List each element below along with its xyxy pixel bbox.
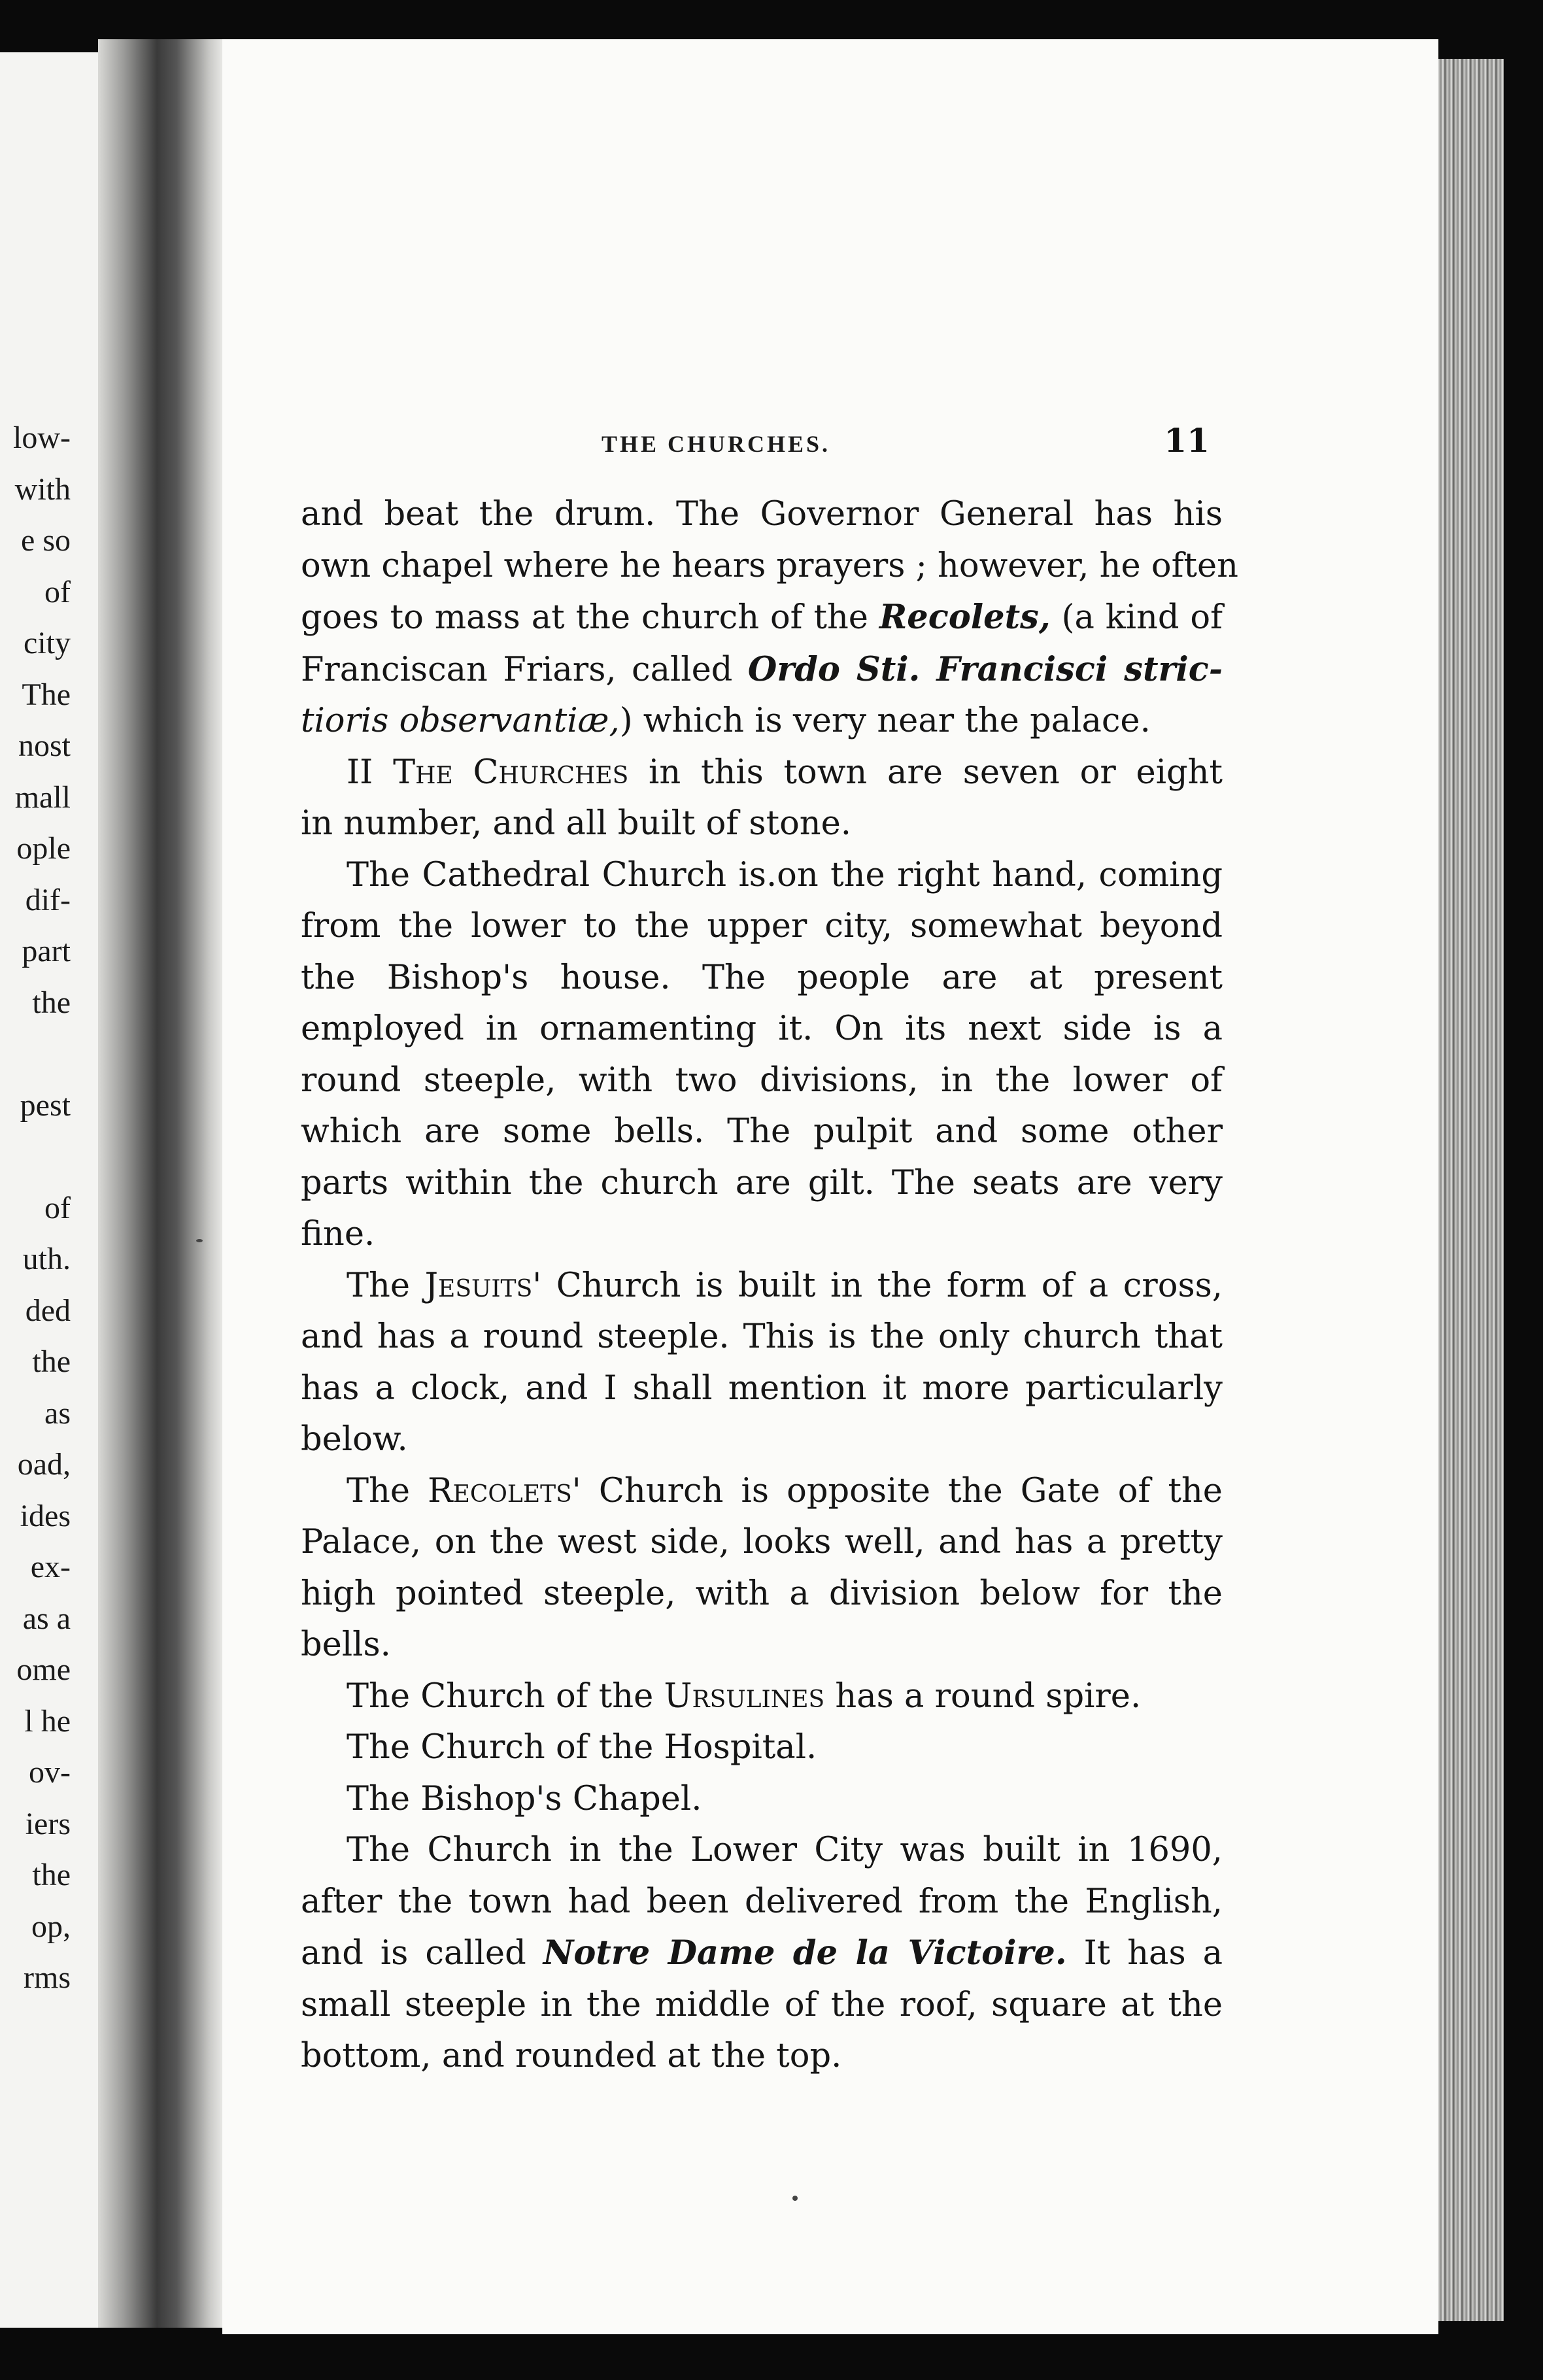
text-line: high pointed steeple, with a division below for the xyxy=(301,1574,1223,1613)
text-line: in number, and all built of stone. xyxy=(301,804,852,843)
print-speck xyxy=(792,2196,798,2201)
text-line: the Bishop's house. The people are at present xyxy=(301,958,1223,997)
text-line: which are some bells. The pulpit and some other xyxy=(301,1112,1223,1151)
facing-page-line: of xyxy=(44,1190,71,1225)
text-line: below. xyxy=(301,1420,408,1459)
text-line: and has a round steeple. This is the only church that xyxy=(301,1318,1223,1356)
paragraph xyxy=(301,1825,1223,2082)
text-line: goes to mass at the church of the Recolets, (a kind of xyxy=(301,598,1223,637)
text-line: and beat the drum. The Governor General has his xyxy=(301,495,1223,534)
text-line: own chapel where he hears prayers ; however, he often xyxy=(301,546,1238,585)
text-line: small steeple in the middle of the roof, square at the xyxy=(301,1985,1223,2024)
facing-page-line: oad, xyxy=(17,1447,71,1482)
text-line: employed in ornamenting it. On its next side is a xyxy=(301,1010,1223,1048)
text-line: round steeple, with two divisions, in the lower of xyxy=(301,1061,1223,1100)
facing-page-text xyxy=(0,0,71,2380)
facing-page-line: part xyxy=(22,934,71,968)
text-line: tioris observantiæ,) which is very near the palace. xyxy=(301,702,1151,740)
text-line: from the lower to the upper city, somewhat beyond xyxy=(301,907,1223,945)
facing-page-line: rms xyxy=(24,1960,71,1995)
text-line: The Church in the Lower City was built in 1690, xyxy=(347,1831,1223,1869)
paragraph xyxy=(301,1261,1223,1466)
page-body xyxy=(301,489,1238,2082)
facing-page-line: with xyxy=(14,471,71,507)
book-gutter xyxy=(98,39,229,2328)
facing-page-line: pest xyxy=(20,1087,71,1123)
facing-page-line: the xyxy=(32,1858,71,1892)
text-line: after the town had been delivered from the English, xyxy=(301,1882,1223,1921)
facing-page-line: as a xyxy=(22,1601,71,1636)
text-line: parts within the church are gilt. The seats are very xyxy=(301,1163,1223,1202)
facing-page-line: low- xyxy=(13,420,71,455)
text-line: fine. xyxy=(301,1215,375,1253)
paragraph xyxy=(301,1774,1223,1826)
facing-page-line: ov- xyxy=(29,1755,71,1790)
paragraph xyxy=(301,1722,1223,1774)
paragraph xyxy=(301,1466,1223,1671)
print-speck xyxy=(196,1239,203,1242)
running-head: THE CHURCHES. xyxy=(602,431,831,457)
facing-page-line: uth. xyxy=(22,1242,71,1276)
facing-page-line: mall xyxy=(14,779,71,815)
facing-page-line: dif- xyxy=(25,882,71,917)
text-line: The Bishop's Chapel. xyxy=(347,1779,702,1818)
text-line: Franciscan Friars, called Ordo Sti. Francisci stric- xyxy=(301,649,1223,689)
facing-page-line: as xyxy=(44,1395,71,1431)
page-edges xyxy=(1438,59,1504,2321)
paragraph xyxy=(301,747,1223,850)
facing-page-line: the xyxy=(32,985,71,1020)
facing-page-line: The xyxy=(22,677,71,712)
text-line: The Recolets' Church is opposite the Gate of the xyxy=(347,1471,1223,1510)
text-line: The Church of the Hospital. xyxy=(347,1728,817,1767)
facing-page-line: e so xyxy=(21,523,71,558)
facing-page-line: nost xyxy=(18,728,71,763)
text-line: and is called Notre Dame de la Victoire. It has a xyxy=(301,1933,1223,1973)
facing-page-line: ded xyxy=(25,1293,71,1328)
facing-page-line: ome xyxy=(16,1652,71,1687)
text-line: The Cathedral Church is.on the right hand, coming xyxy=(347,855,1223,894)
facing-page-line: the xyxy=(32,1344,71,1379)
page-header xyxy=(301,418,1210,464)
text-line: bottom, and rounded at the top. xyxy=(301,2037,842,2075)
paragraph xyxy=(301,489,1238,747)
facing-page-line: of xyxy=(44,574,71,609)
paragraph xyxy=(301,1671,1223,1723)
text-line: has a clock, and I shall mention it more particularly xyxy=(301,1368,1223,1408)
facing-page-line: l he xyxy=(24,1703,71,1739)
facing-page-line: ides xyxy=(20,1498,71,1533)
paragraph xyxy=(301,850,1223,1261)
facing-page-line: op, xyxy=(31,1909,71,1944)
text-line: bells. xyxy=(301,1625,391,1664)
text-line: II The Churches in this town are seven or eight xyxy=(347,753,1223,792)
facing-page-line: city xyxy=(24,626,71,660)
facing-page-line: ex- xyxy=(30,1550,71,1584)
text-line: The Jesuits' Church is built in the form of a cross, xyxy=(347,1266,1223,1305)
text-line: Palace, on the west side, looks well, and has a pretty xyxy=(301,1523,1223,1561)
facing-page-line: ople xyxy=(16,831,71,866)
page-number: 11 xyxy=(1164,421,1210,460)
facing-page-line: iers xyxy=(25,1806,71,1841)
text-line: The Church of the Ursulines has a round spire. xyxy=(347,1676,1142,1716)
